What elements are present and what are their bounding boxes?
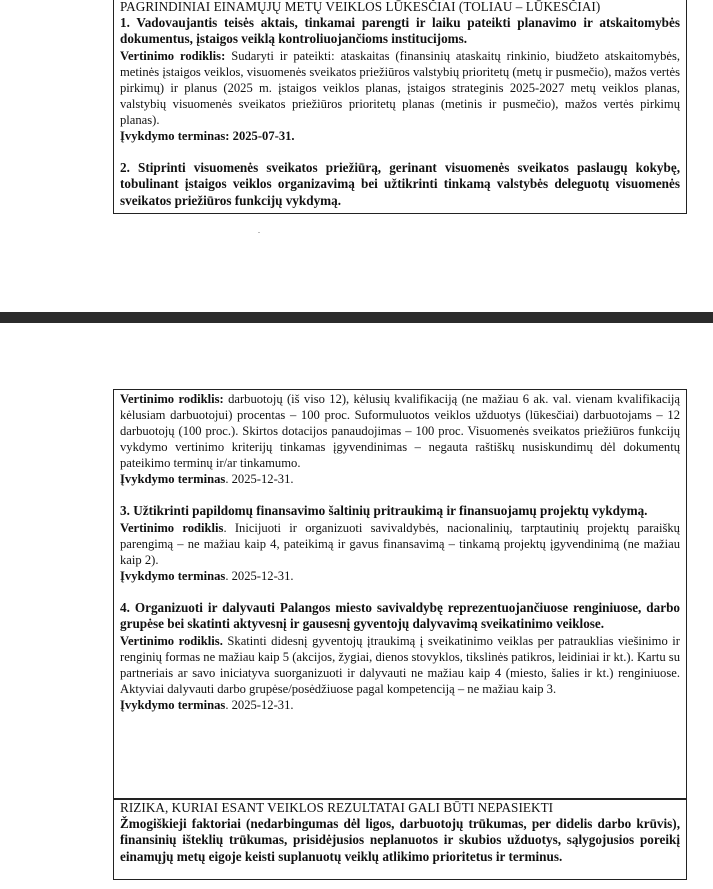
goal-1-deadline bbox=[120, 128, 680, 144]
deadline-value: . 2025-12-31. bbox=[225, 472, 294, 486]
goal-3-indicator bbox=[120, 520, 680, 568]
goal-2-deadline bbox=[120, 471, 680, 487]
indicator-text: Skatinti didesnį gyventojų įtraukimą į sveikatinimo veiklas per patrauklias viešinimo ir renginių formas ne mažiau kaip 5 (akcijos, žygiai, dienos stovyklos, tikslinės patikros, leidiniai ir kt.). Kartu su partneriais ar savo iniciatyva suorganizuoti ir dalyvauti ne mažiau kaip 4 (miesto, šalies ir kt.) renginiuose. Aktyviai dalyvauti darbo grupėse/posėdžiuose pagal kompetenciją – ne mažiau kaip 3. bbox=[120, 633, 680, 696]
deadline-label: Įvykdymo terminas bbox=[120, 472, 226, 486]
indicator-label: Vertinimo rodiklis bbox=[120, 520, 224, 535]
page-divider bbox=[0, 312, 713, 323]
goal-3-title: 3. Užtikrinti papildomų finansavimo šaltinių pritraukimą ir finansuojamų projektų vykdymą. bbox=[120, 503, 648, 518]
goal-1-title: 1. Vadovaujantis teisės aktais, tinkamai parengti ir laiku pateikti planavimo ir atskaitomybės dokumentus, įstaigos veiklą kontroliuojančioms institucijoms. bbox=[120, 14, 680, 46]
deadline-label: Įvykdymo terminas bbox=[120, 697, 226, 712]
indicator-label: Vertinimo rodiklis: bbox=[120, 48, 226, 63]
indicator-label: Vertinimo rodiklis. bbox=[120, 633, 223, 648]
indicator-text: . Inicijuoti ir organizuoti savivaldybės, nacionalinių, tarptautinių projektų paraiškų parengimą – ne mažiau kaip 4, pateikimą ir gavus finansavimą – tinkamą projektų įgyvendinimą (ne mažiau kaip 2). bbox=[120, 520, 680, 567]
deadline-value: . 2025-12-31. bbox=[225, 697, 294, 712]
goal-3-deadline bbox=[120, 568, 680, 584]
deadline-value: 2025-07-31. bbox=[229, 128, 295, 143]
indicator-label: Vertinimo rodiklis: bbox=[120, 392, 224, 406]
indicator-text: darbuotojų (iš viso 12), kėlusių kvalifikaciją (ne mažiau 6 ak. val. vienam kvalifikaciją kėlusiam darbuotojui) procentas – 100 proc. Suformuluotos veiklos užduotys (lūkesčiai) darbuotojams – 12 darbuotojų (100 proc.). Skirtos dotacijos panaudojimas – 100 proc. Visuomenės sveikatos priežiūros funkcijų vykdymo vertinimo kriterijų tinkamas įgyvendinimas – negauta raštiškų nusiskundimų dėl dokumentų pateikimo terminų ir/ar tinkamumo. bbox=[120, 392, 680, 470]
document-page-1 bbox=[0, 0, 713, 312]
goal-2-title: 2. Stiprinti visuomenės sveikatos priežiūrą, gerinant visuomenės sveikatos paslaugų kokybę, tobulinant įstaigos veiklos organizavimą bei užtikrinti tinkamą valstybės deleguotų visuomenės sveikatos priežiūros funkcijų vykdymą. bbox=[120, 159, 680, 208]
deadline-label: Įvykdymo terminas bbox=[120, 568, 226, 583]
goal-1-indicator bbox=[120, 48, 680, 128]
expectations-box bbox=[113, 0, 687, 214]
goal-4-deadline bbox=[120, 697, 680, 713]
goal-2-indicator bbox=[120, 391, 680, 471]
risk-text: Žmogiškieji faktoriai (nedarbingumas dėl ligos, darbuotojų trūkumas, per didelis darbo krūvis), finansinių išteklių trūkumas, prisidėjusios neplanuotos ir skubios užduotys, sąlygojusios poreikį einamųjų metų eigoje keisti suplanuotų veiklų atlikimo prioritetus ir terminus. bbox=[120, 815, 680, 864]
scan-speck bbox=[258, 232, 260, 233]
risk-box bbox=[113, 799, 687, 880]
goal-4-title: 4. Organizuoti ir dalyvauti Palangos miesto savivaldybę reprezentuojančiuose renginiuose, darbo grupėse bei skatinti aktyvesnį ir gausesnį gyventojų dalyvavimą sveikatinimo veiklose. bbox=[120, 599, 680, 631]
deadline-value: . 2025-12-31. bbox=[225, 568, 294, 583]
section-title: PAGRINDINIAI EINAMŲJŲ METŲ VEIKLOS LŪKESČIAI (TOLIAU – LŪKESČIAI) bbox=[120, 0, 601, 14]
document-page-2 bbox=[0, 323, 713, 889]
goals-continued-box bbox=[113, 389, 687, 799]
goal-4-indicator bbox=[120, 633, 680, 697]
deadline-label: Įvykdymo terminas: bbox=[120, 128, 230, 143]
risk-title: RIZIKA, KURIAI ESANT VEIKLOS REZULTATAI GALI BŪTI NEPASIEKTI bbox=[120, 800, 554, 815]
indicator-text: Sudaryti ir pateikti: ataskaitas (finansinių ataskaitų rinkinio, biudžeto atskaitomybės, metinės įstaigos veiklos, visuomenės sveikatos priežiūros valstybių prioritetų (metų ir pusmečio), mažos vertės pirkimų) ir planus (2025 m. įstaigos veiklos planas, įstaigos strateginis 2025-2027 metų veiklos planas, valstybių visuomenės sveikatos priežiūros prioritetų planas (metinis ir pusmečio), mažos vertės pirkimų planas). bbox=[120, 48, 680, 127]
